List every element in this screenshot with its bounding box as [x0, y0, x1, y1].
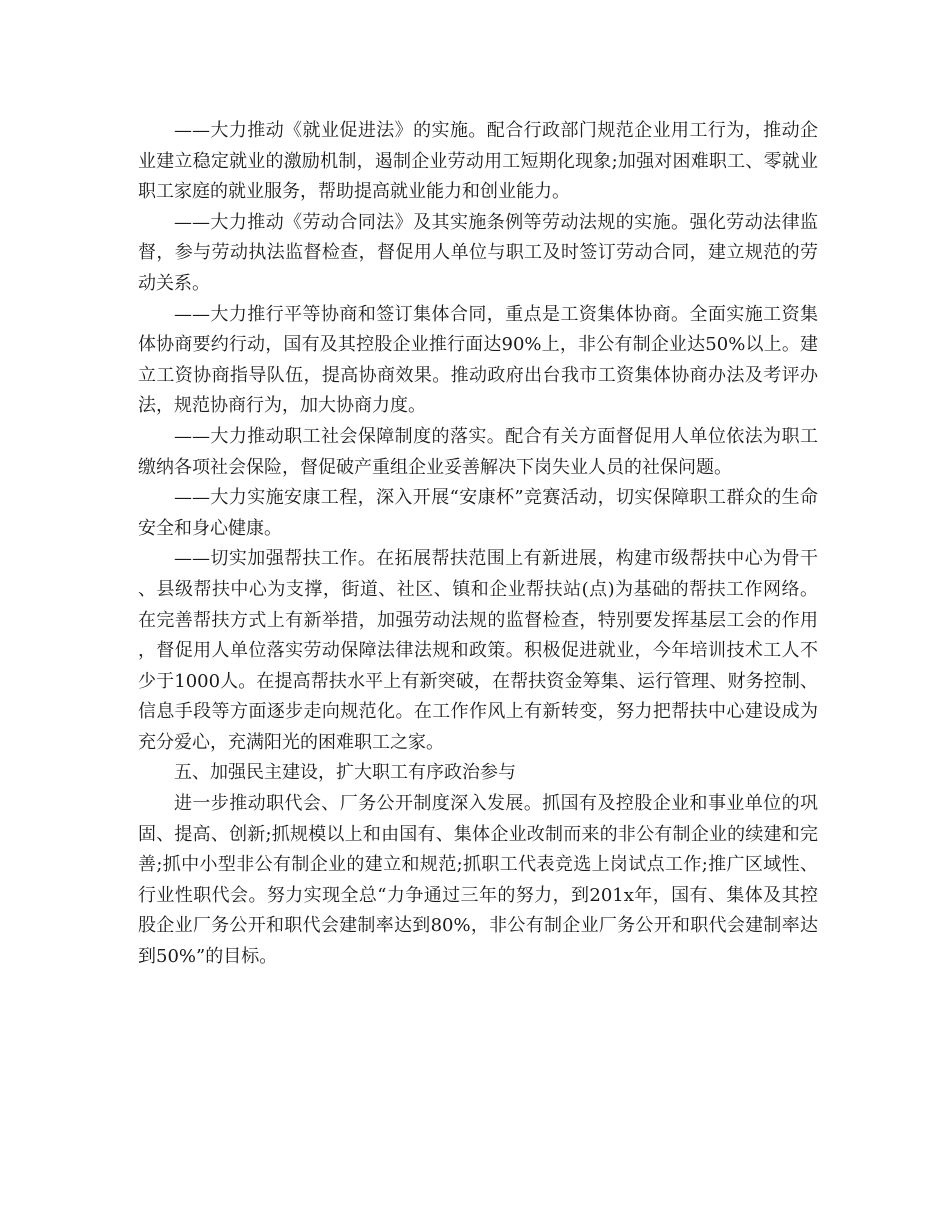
paragraph-workers-congress: 进一步推动职代会、厂务公开制度深入发展。抓国有及控股企业和事业单位的巩固、提高、创新;抓规模以上和由国有、集体企业改制而来的非公有制企业的续建和完善;抓中小型非公有制企业的建立和规范;抓职工代表竞选上岗试点工作;推广区域性、行业性职代会。努力实现全总“力争通过三年的努力，到201x年，国有、集体及其控股企业厂务公开和职代会建制率达到80%，非公有制企业厂务公开和职代会建制率达到50%”的目标。 [138, 793, 818, 968]
paragraph-employment-promotion-law: ——大力推动《就业促进法》的实施。配合行政部门规范企业用工行为，推动企业建立稳定就业的激励机制，遏制企业劳动用工短期化现象;加强对困难职工、零就业职工家庭的就业服务，帮助提高就业能力和创业能力。 [138, 120, 818, 203]
paragraph-social-security: ——大力推动职工社会保障制度的落实。配合有关方面督促用人单位依法为职工缴纳各项社会保险，督促破产重组企业妥善解决下岗失业人员的社保问题。 [138, 425, 818, 478]
paragraph-assistance-work: ——切实加强帮扶工作。在拓展帮扶范围上有新进展，构建市级帮扶中心为骨干、县级帮扶中心为支撑，街道、社区、镇和企业帮扶站(点)为基础的帮扶工作网络。在完善帮扶方式上有新举措，加强劳动法规的监督检查，特别要发挥基层工会的作用，督促用人单位落实劳动保障法律法规和政策。积极促进就业，今年培训技术工人不少于1000人。在提高帮扶水平上有新突破，在帮扶资金筹集、运行管理、财务控制、信息手段等方面逐步走向规范化。在工作作风上有新转变，努力把帮扶中心建设成为充分爱心，充满阳光的困难职工之家。 [138, 548, 818, 753]
paragraph-collective-bargaining: ——大力推行平等协商和签订集体合同，重点是工资集体协商。全面实施工资集体协商要约行动，国有及其控股企业推行面达90%上，非公有制企业达50%以上。建立工资协商指导队伍，提高协商效果。推动政府出台我市工资集体协商办法及考评办法，规范协商行为，加大协商力度。 [138, 303, 818, 417]
paragraph-ankang-project: ——大力实施安康工程，深入开展“安康杯”竞赛活动，切实保障职工群众的生命安全和身心健康。 [138, 487, 818, 539]
section-heading-democracy: 五、加强民主建设，扩大职工有序政治参与 [174, 762, 516, 784]
document-body [138, 116, 818, 973]
paragraph-labor-contract-law: ——大力推动《劳动合同法》及其实施条例等劳动法规的实施。强化劳动法律监督，参与劳动执法监督检查，督促用人单位与职工及时签订劳动合同，建立规范的劳动关系。 [138, 211, 818, 294]
